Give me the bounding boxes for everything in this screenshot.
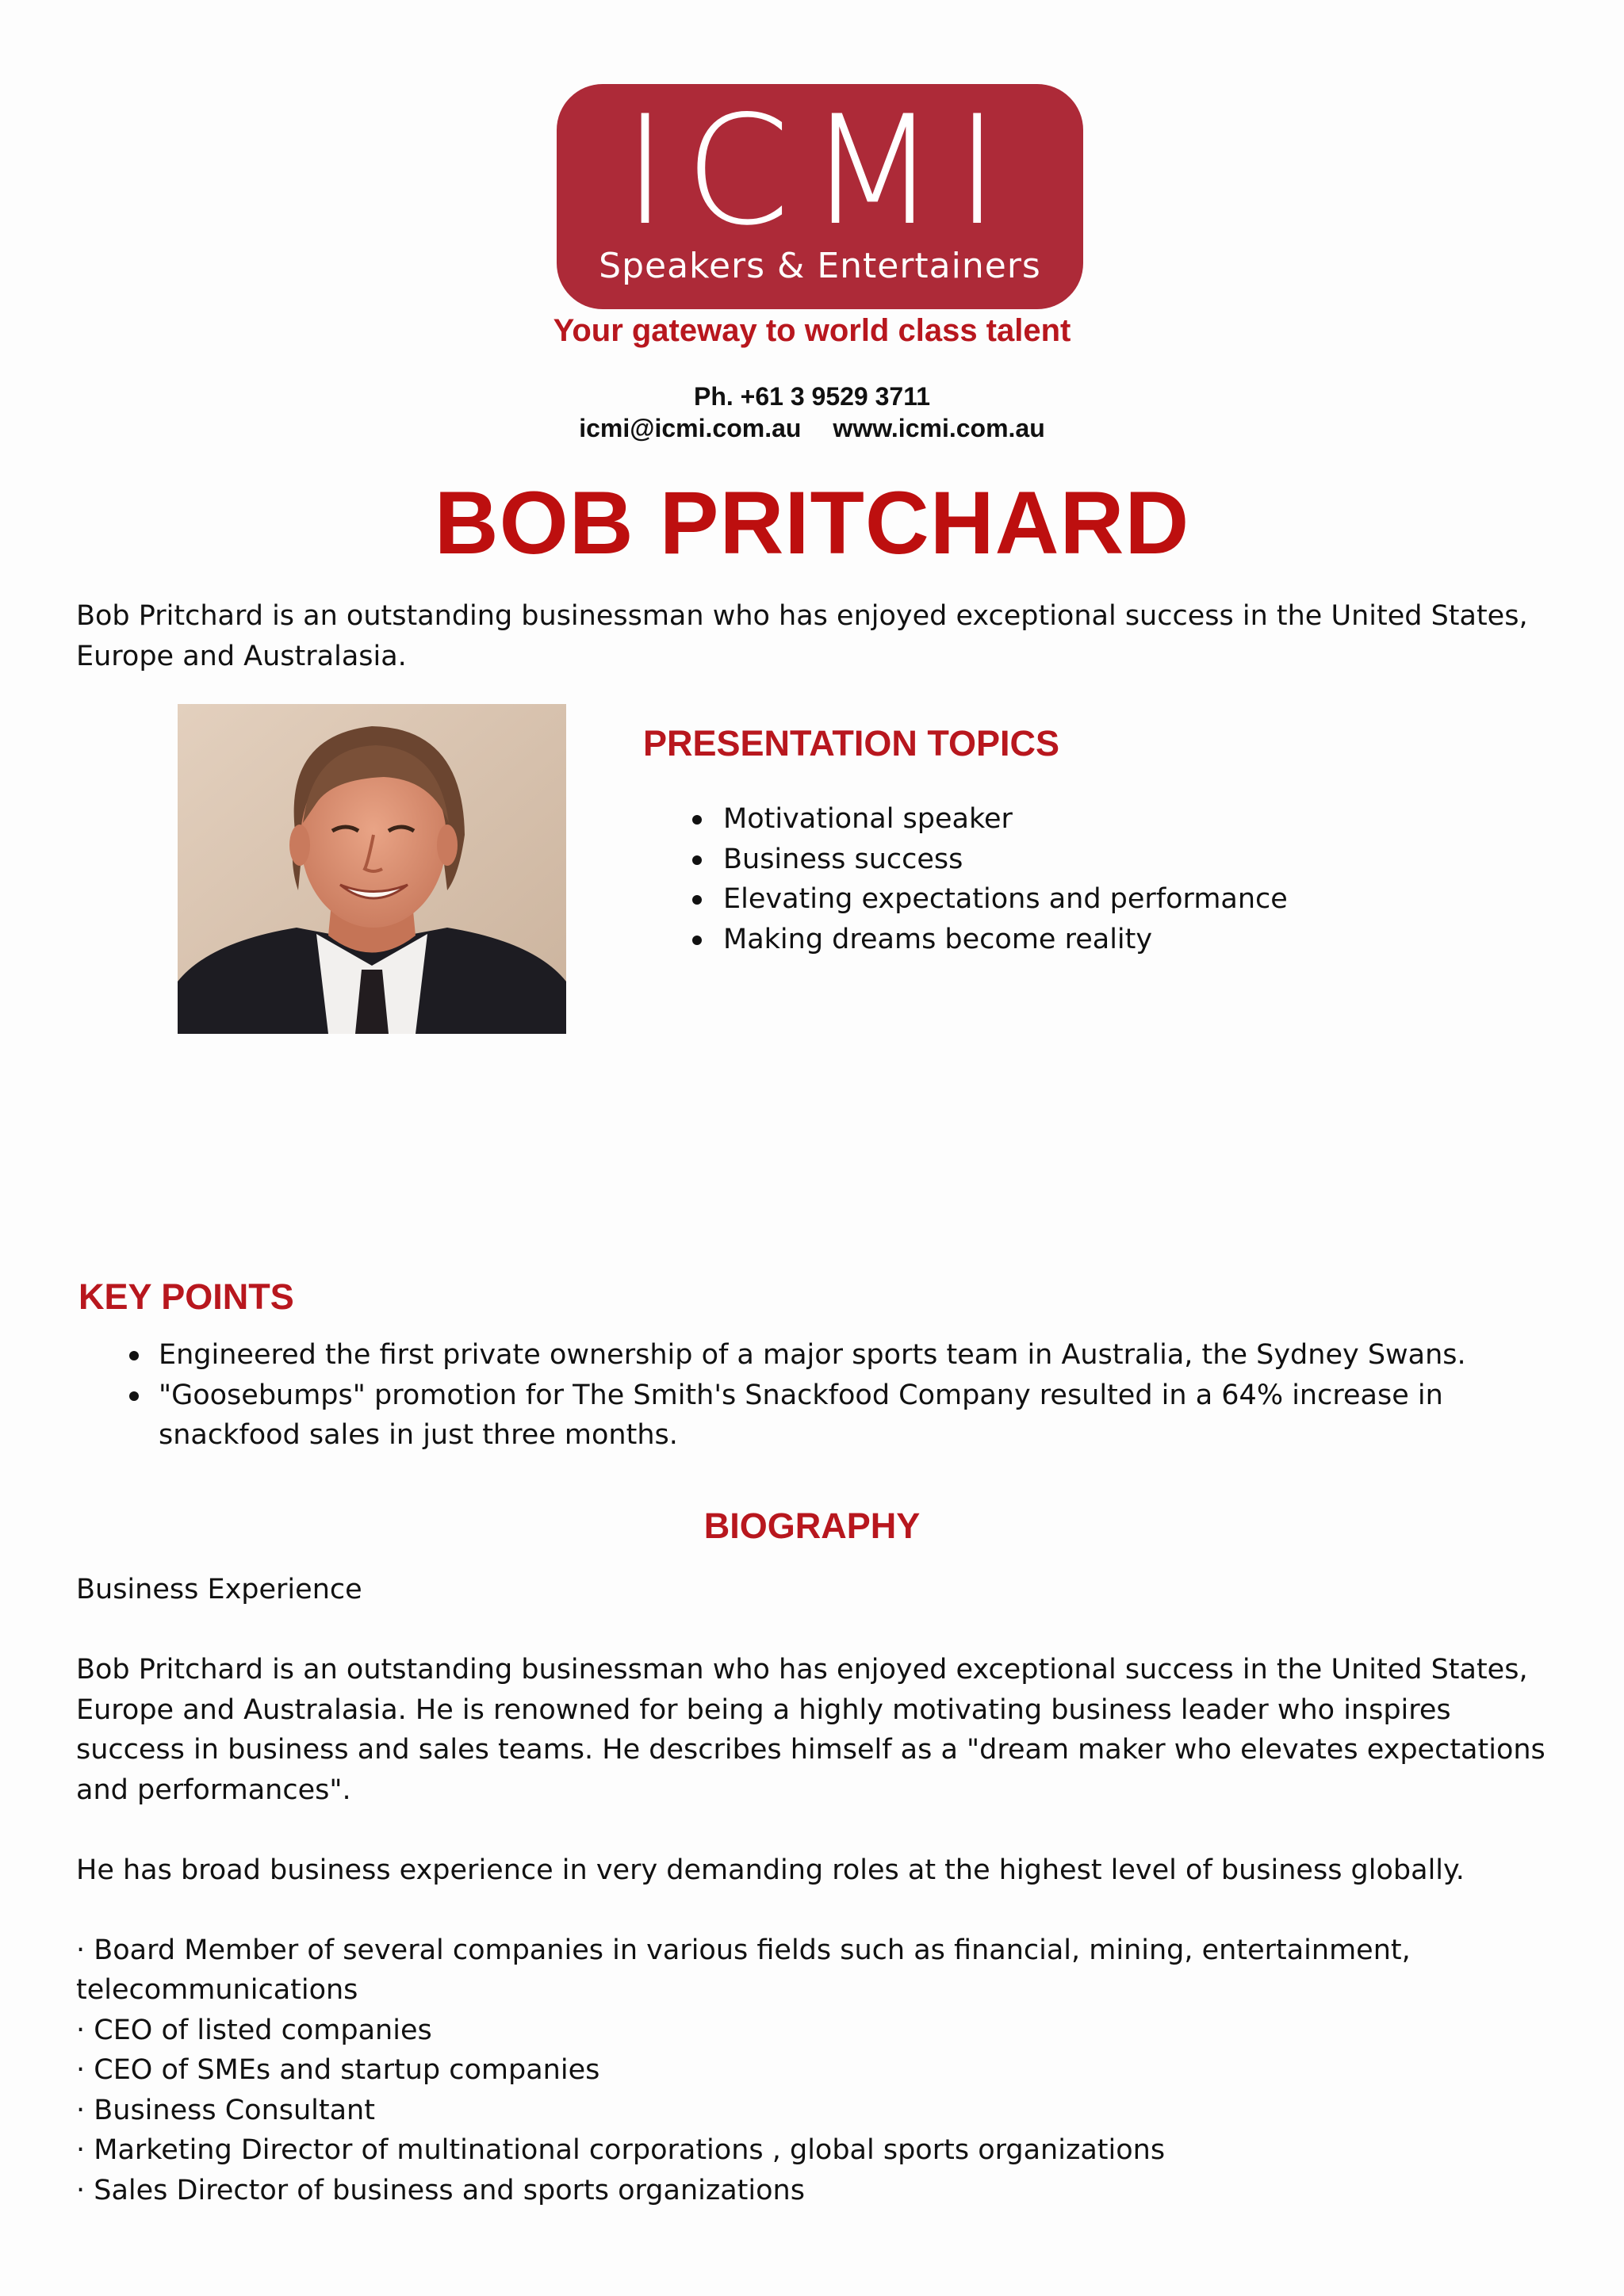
presentation-topics-list [723, 799, 1516, 959]
list-item: Business success [723, 840, 1516, 880]
role-item: · Sales Director of business and sports organizations [76, 2174, 805, 2206]
phone-number: Ph. +61 3 9529 3711 [693, 382, 931, 411]
key-points-list [159, 1335, 1538, 1456]
role-item: · CEO of SMEs and startup companies [76, 2054, 600, 2086]
website-link[interactable]: www.icmi.com.au [833, 414, 1045, 442]
presentation-topics-heading: PRESENTATION TOPICS [643, 723, 1060, 763]
list-item: Elevating expectations and performance [723, 879, 1516, 920]
biography-paragraph: He has broad business experience in very demanding roles at the highest level of business globally. [76, 1854, 1465, 1886]
tagline: Your gateway to world class talent [553, 313, 1071, 348]
list-item: Motivational speaker [723, 799, 1516, 840]
logo-subtitle: Speakers & Entertainers [599, 246, 1041, 286]
speaker-photo [178, 704, 566, 1034]
key-points-heading: KEY POINTS [79, 1276, 294, 1317]
list-item: "Goosebumps" promotion for The Smith's Snackfood Company resulted in a 64% increase in snackfood sales in just three months. [159, 1376, 1538, 1456]
email-link[interactable]: icmi@icmi.com.au [579, 414, 802, 442]
role-item: · Marketing Director of multinational corporations , global sports organizations [76, 2134, 1166, 2166]
icmi-logo [557, 84, 1083, 309]
biography-subheading: Business Experience [76, 1574, 362, 1605]
list-item: Engineered the first private ownership of a major sports team in Australia, the Sydney Swans. [159, 1335, 1538, 1376]
biography-body [76, 1570, 1559, 2210]
role-item: · Board Member of several companies in various fields such as financial, mining, entertainment, telecommunications [76, 1934, 1411, 2006]
contact-line [0, 412, 1624, 444]
list-item: Making dreams become reality [723, 920, 1516, 960]
biography-heading: BIOGRAPHY [703, 1506, 921, 1546]
intro-text: Bob Pritchard is an outstanding businessman who has enjoyed exceptional success in the United States, Europe and Australasia. [76, 600, 1528, 672]
role-item: · Business Consultant [76, 2094, 375, 2126]
role-item: · CEO of listed companies [76, 2014, 432, 2046]
speaker-name: BOB PRITCHARD [434, 473, 1190, 572]
logo-wordmark: ICMI [622, 83, 1017, 258]
biography-paragraph: Bob Pritchard is an outstanding businessman who has enjoyed exceptional success in the United States, Europe and Australasia. He is renowned for being a highly motivating business leader who inspires success in business and sales teams. He describes himself as a "dream maker who elevates expectations and performances". [76, 1654, 1545, 1806]
